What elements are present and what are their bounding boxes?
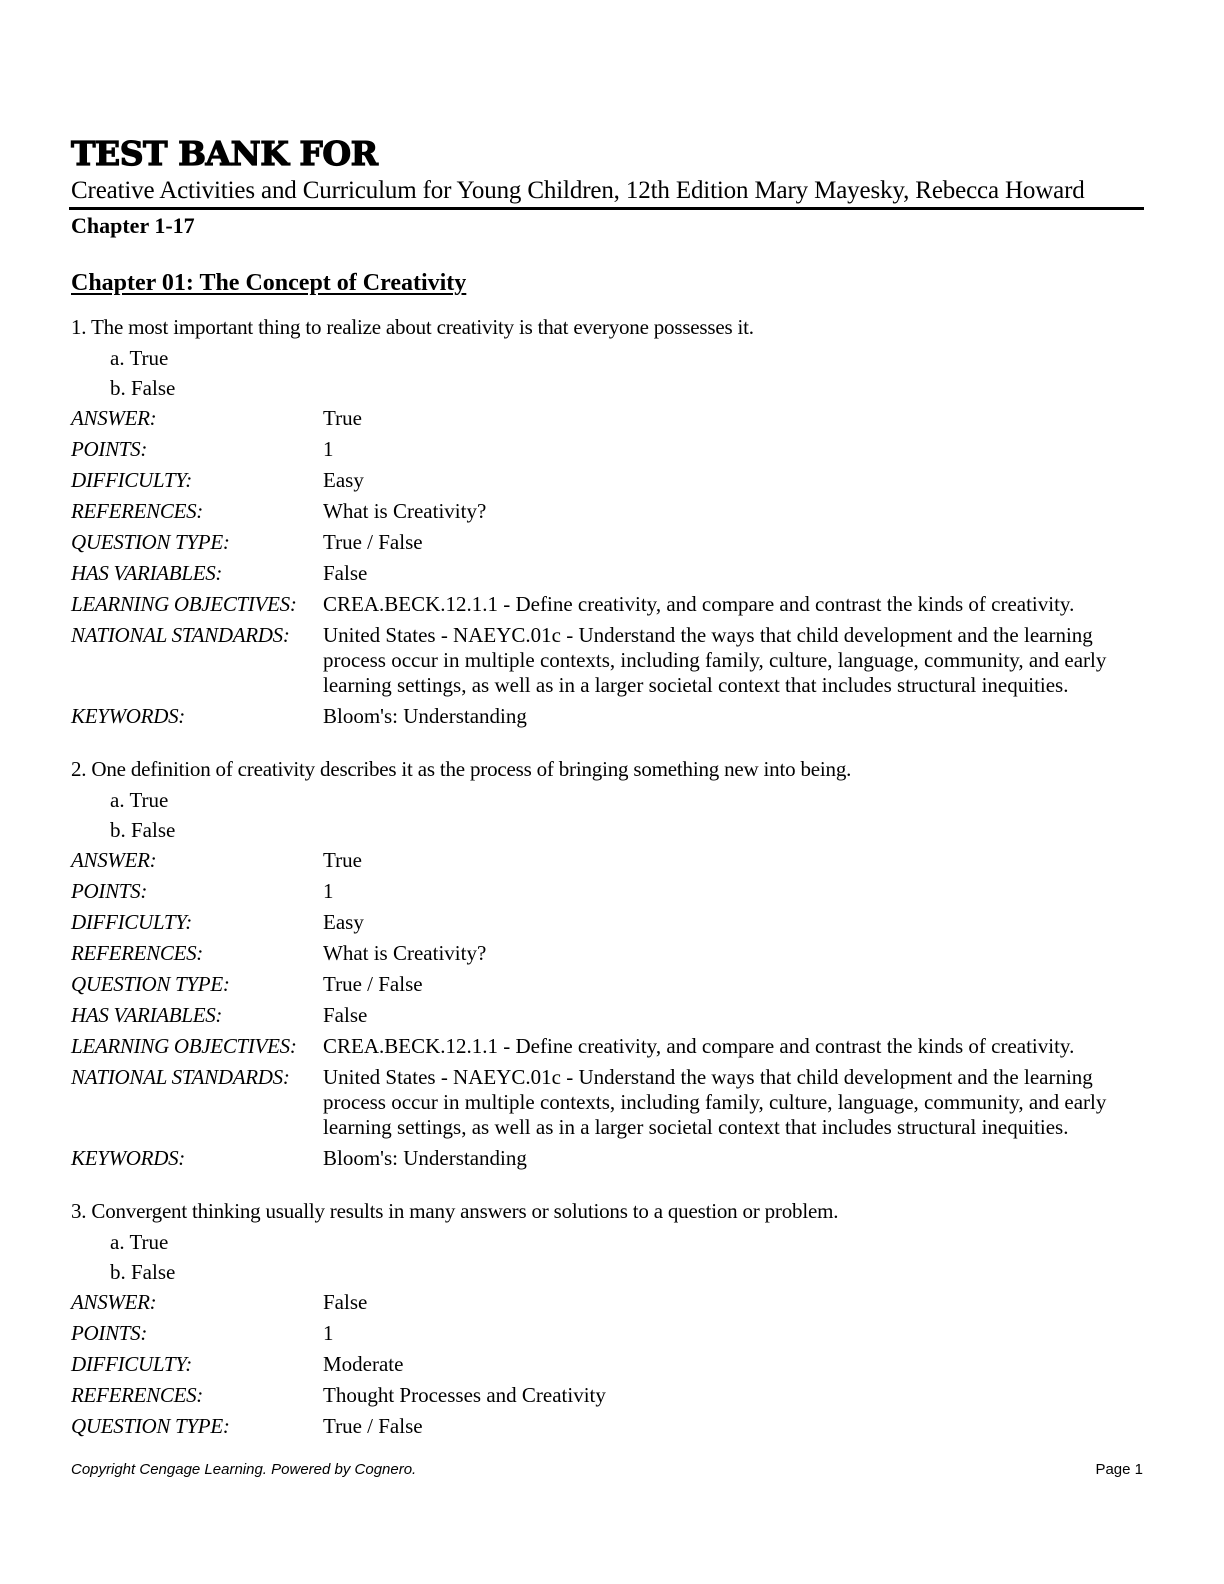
answer-value: True — [323, 406, 362, 430]
answer-label: ANSWER: — [71, 848, 157, 872]
has-variables-value: False — [323, 1003, 368, 1027]
difficulty-row — [71, 1349, 1144, 1380]
national-standards-label: NATIONAL STANDARDS: — [71, 623, 290, 647]
page-footer — [71, 1460, 1143, 1480]
option-b: b. False — [110, 818, 176, 842]
difficulty-label: DIFFICULTY: — [71, 468, 192, 492]
keywords-value: Bloom's: Understanding — [323, 1146, 527, 1170]
has-variables-row — [71, 1000, 1144, 1031]
document-title: TEST BANK FOR — [71, 134, 378, 173]
points-value: 1 — [323, 437, 334, 461]
references-label: REFERENCES: — [71, 1383, 204, 1407]
difficulty-label: DIFFICULTY: — [71, 910, 192, 934]
learning-objectives-label: LEARNING OBJECTIVES: — [71, 592, 297, 616]
answer-label: ANSWER: — [71, 1290, 157, 1314]
keywords-label: KEYWORDS: — [71, 1146, 185, 1170]
points-row — [71, 876, 1144, 907]
answer-value: False — [323, 1290, 368, 1314]
learning-objectives-value: CREA.BECK.12.1.1 - Define creativity, and compare and contrast the kinds of creativity. — [323, 592, 1075, 616]
national-standards-row — [71, 1062, 1144, 1143]
references-value: Thought Processes and Creativity — [323, 1383, 606, 1407]
references-value: What is Creativity? — [323, 941, 487, 965]
question-stem: 2. One definition of creativity describes it as the process of bringing something new into being. — [71, 757, 852, 781]
question-stem: 3. Convergent thinking usually results in many answers or solutions to a question or problem. — [71, 1199, 839, 1223]
question-list — [71, 312, 1144, 1464]
points-label: POINTS: — [71, 437, 148, 461]
national-standards-label: NATIONAL STANDARDS: — [71, 1065, 290, 1089]
references-row — [71, 1380, 1144, 1411]
question-item — [71, 312, 1144, 732]
has-variables-label: HAS VARIABLES: — [71, 1003, 223, 1027]
references-row — [71, 496, 1144, 527]
question-stem: 1. The most important thing to realize about creativity is that everyone possesses it. — [71, 315, 754, 339]
learning-objectives-row — [71, 589, 1144, 620]
book-subtitle: Creative Activities and Curriculum for Young Children, 12th Edition Mary Mayesky, Rebecca Howard — [71, 177, 1085, 204]
question-type-label: QUESTION TYPE: — [71, 1414, 230, 1438]
has-variables-row — [71, 558, 1144, 589]
answer-row — [71, 845, 1144, 876]
option-b: b. False — [110, 1260, 176, 1284]
option-b: b. False — [110, 376, 176, 400]
national-standards-row — [71, 620, 1144, 701]
option-a: a. True — [110, 346, 169, 370]
references-row — [71, 938, 1144, 969]
points-value: 1 — [323, 1321, 334, 1345]
question-type-row — [71, 527, 1144, 558]
question-type-label: QUESTION TYPE: — [71, 972, 230, 996]
page-number: Page 1 — [1095, 1461, 1143, 1478]
keywords-row — [71, 1143, 1144, 1174]
chapter-range: Chapter 1-17 — [71, 213, 195, 238]
question-item — [71, 1196, 1144, 1442]
references-label: REFERENCES: — [71, 499, 204, 523]
header-rule — [69, 207, 1144, 210]
answer-row — [71, 403, 1144, 434]
difficulty-row — [71, 465, 1144, 496]
learning-objectives-row — [71, 1031, 1144, 1062]
difficulty-value: Easy — [323, 468, 364, 492]
difficulty-value: Moderate — [323, 1352, 404, 1376]
keywords-value: Bloom's: Understanding — [323, 704, 527, 728]
points-value: 1 — [323, 879, 334, 903]
references-value: What is Creativity? — [323, 499, 487, 523]
points-row — [71, 1318, 1144, 1349]
has-variables-label: HAS VARIABLES: — [71, 561, 223, 585]
answer-row — [71, 1287, 1144, 1318]
difficulty-value: Easy — [323, 910, 364, 934]
has-variables-value: False — [323, 561, 368, 585]
copyright-notice: Copyright Cengage Learning. Powered by Cognero. — [71, 1461, 417, 1478]
question-type-value: True / False — [323, 530, 423, 554]
points-label: POINTS: — [71, 1321, 148, 1345]
question-type-row — [71, 969, 1144, 1000]
question-type-value: True / False — [323, 972, 423, 996]
question-item — [71, 754, 1144, 1174]
keywords-row — [71, 701, 1144, 732]
answer-label: ANSWER: — [71, 406, 157, 430]
keywords-label: KEYWORDS: — [71, 704, 185, 728]
difficulty-row — [71, 907, 1144, 938]
learning-objectives-label: LEARNING OBJECTIVES: — [71, 1034, 297, 1058]
option-a: a. True — [110, 1230, 169, 1254]
national-standards-value: United States - NAEYC.01c - Understand the ways that child development and the learning process occur in multiple contexts, including family, culture, language, community, and early learning settings, as well as in a larger societal context that includes structural inequities. — [323, 623, 1107, 697]
option-a: a. True — [110, 788, 169, 812]
references-label: REFERENCES: — [71, 941, 204, 965]
question-type-value: True / False — [323, 1414, 423, 1438]
national-standards-value: United States - NAEYC.01c - Understand the ways that child development and the learning process occur in multiple contexts, including family, culture, language, community, and early learning settings, as well as in a larger societal context that includes structural inequities. — [323, 1065, 1107, 1139]
answer-value: True — [323, 848, 362, 872]
chapter-heading: Chapter 01: The Concept of Creativity — [71, 270, 467, 296]
question-type-label: QUESTION TYPE: — [71, 530, 230, 554]
difficulty-label: DIFFICULTY: — [71, 1352, 192, 1376]
points-row — [71, 434, 1144, 465]
points-label: POINTS: — [71, 879, 148, 903]
learning-objectives-value: CREA.BECK.12.1.1 - Define creativity, and compare and contrast the kinds of creativity. — [323, 1034, 1075, 1058]
question-type-row — [71, 1411, 1144, 1442]
